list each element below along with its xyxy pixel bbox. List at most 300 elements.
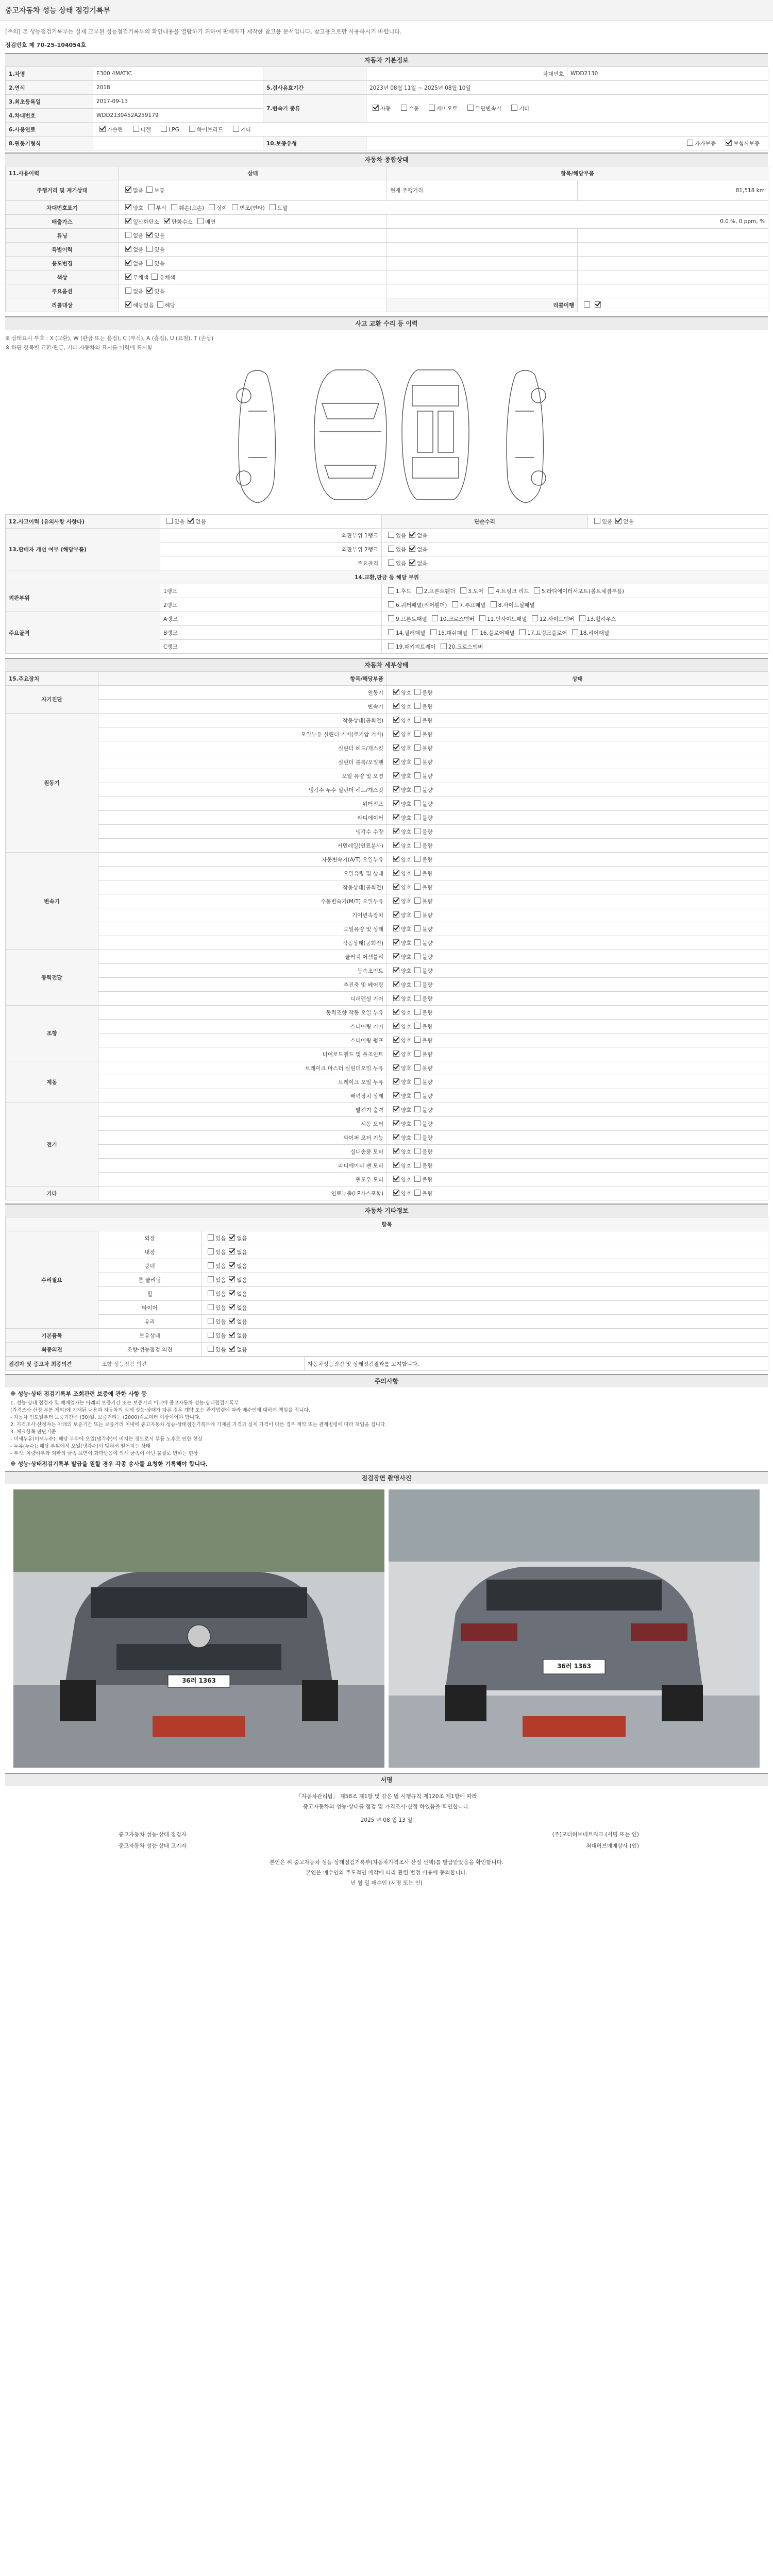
detail-item-state: 양호 불량 [387, 1033, 768, 1047]
table-row [6, 894, 768, 908]
checkbox-icon[interactable] [414, 925, 421, 931]
checkbox-icon[interactable] [393, 856, 399, 862]
header-main: 15.주요장치 [6, 672, 98, 686]
checkbox-icon[interactable] [166, 518, 173, 524]
checkbox-icon[interactable] [429, 105, 435, 111]
checkbox-icon[interactable] [393, 1078, 399, 1084]
checkbox-icon[interactable] [208, 1262, 214, 1268]
checkbox-icon[interactable] [146, 260, 153, 266]
detail-item-label: 추진축 및 베어링 [98, 978, 387, 992]
checkbox-icon[interactable] [209, 204, 215, 210]
section-signature-title: 서명 [5, 1773, 768, 1786]
checkbox-icon[interactable] [393, 772, 399, 778]
value-inspection-period: 2023년 08월 11일 ~ 2025년 08월 10일 [366, 81, 768, 95]
checkbox-icon[interactable] [208, 1248, 214, 1255]
checkbox-icon[interactable] [441, 643, 447, 649]
table-row [6, 853, 768, 867]
checkbox-icon[interactable] [393, 870, 399, 876]
checkbox-icon[interactable] [229, 1290, 235, 1296]
checkbox-icon[interactable] [519, 629, 526, 635]
checkbox-icon[interactable] [232, 204, 238, 210]
checkbox-icon[interactable] [393, 1106, 399, 1112]
table-row [6, 839, 768, 853]
checkbox-icon[interactable] [388, 629, 394, 635]
table-row [6, 1145, 768, 1159]
rank-label: B랭크 [160, 626, 382, 640]
checkbox-icon[interactable] [414, 1190, 421, 1196]
checker-name: (주)모터허브네트워크 (서명 또는 인) [552, 1832, 639, 1838]
section-photo-title: 점검장면 촬영사진 [5, 1471, 768, 1484]
row-value [578, 298, 768, 312]
checkbox-icon[interactable] [414, 786, 421, 792]
table-row [6, 755, 768, 769]
checkbox-icon[interactable] [229, 1318, 235, 1324]
checkbox-icon[interactable] [393, 1176, 399, 1182]
label-vin: 4.차대번호 [6, 109, 93, 123]
table-row [6, 922, 768, 936]
checkbox-icon[interactable] [414, 1148, 421, 1154]
checkbox-icon[interactable] [414, 1176, 421, 1182]
sub-row-label: 외판부위 2랭크 [160, 543, 382, 556]
checkbox-icon[interactable] [401, 105, 407, 111]
caution-notes: ※ 성능·상태 점검기록부 조회관련 보증에 관한 사항 등 1. 성능·상태 점검자 및 매매업자는 아래의 보증기간 또는 보증거리 이내에 중고자동차 성능·상태점검기록부 (가격조사·산정 부분 제외)에 기재된 내용과 자동차의 실제 성능·상태가 다른 경우 계약 또는 관계법령에 따라 매수인에 대하여 책임을 집니다. - 자동차 인도일부터 보증기간은 (30)일, 보증거리는 (2000)킬로미터 이상이어야 합니다. 2. 가격조사·산정자는 아래의 보증기간 또는 보증거리 이내에 중고자동차 성능·상태점검기록부에 기재된 가격과 실제 가격이 다른 경우 계약 또는 관계법령에 따라 책임을 집니다. 3. 체크항목 판단기준 - 미세누유(미세누수): 해당 부위에 오일(냉각수)이 비치는 정도로서 부품 노후로 인한 현상 - 누유(누수): 해당 부위에서 오일(냉각수)이 맺혀서 떨어지는 상태 - 부식: 차량하부와 외판의 금속 표면이 화학반응에 의해 금속이 아닌 물질로 변하는 현상 ※ 성능·상태점검기록부 발급을 원할 경우 각종 송사를 요청한 기록해야 합니다. [10, 1391, 387, 1467]
row-label: 주요옵션 [6, 284, 119, 298]
other-item-state: 있음 없음 [201, 1245, 768, 1259]
checkbox-icon[interactable] [229, 1304, 235, 1310]
detail-item-label: 변속기 [98, 700, 387, 714]
detail-item-label: 동력조향 작동 오일 누유 [98, 1006, 387, 1020]
checkbox-icon[interactable] [393, 1009, 399, 1015]
checkbox-icon[interactable] [393, 981, 399, 987]
checkbox-icon[interactable] [393, 744, 399, 751]
checkbox-icon[interactable] [393, 884, 399, 890]
detail-item-label: 윈도우 모터 [98, 1173, 387, 1187]
checkbox-icon[interactable] [393, 1064, 399, 1071]
checkbox-icon[interactable] [125, 218, 131, 224]
detail-item-state: 양호 불량 [387, 1103, 768, 1117]
checkbox-icon[interactable] [532, 615, 538, 621]
checkbox-icon[interactable] [188, 518, 194, 524]
value-vin2: WDD2130 [567, 67, 768, 81]
detail-item-label: 자동변속기(A/T) 오일누유 [98, 853, 387, 867]
other-group-label: 수리필요 [6, 1231, 98, 1329]
detail-item-label: 브레이크 마스터 실린더오일 누유 [98, 1061, 387, 1075]
row-note [387, 257, 578, 270]
other-item-label: 보유상태 [98, 1329, 201, 1343]
checkbox-icon[interactable] [414, 897, 421, 904]
detail-group-label: 변속기 [6, 853, 98, 950]
detail-item-state: 양호 불량 [387, 714, 768, 727]
row-label: 차대번호표기 [6, 201, 119, 215]
checkbox-icon[interactable] [146, 246, 153, 252]
checkbox-icon[interactable] [572, 629, 578, 635]
checkbox-icon[interactable] [393, 1037, 399, 1043]
checkbox-icon[interactable] [197, 218, 204, 224]
section-repair-title: 사고 교환 수리 등 이력 [5, 316, 768, 330]
detail-item-label: 원동기 [98, 686, 387, 700]
table-row [6, 1187, 768, 1200]
final-opinion-table [5, 1357, 768, 1371]
detail-item-label: 냉각수 누수 실린더 헤드/개스킷 [98, 783, 387, 797]
label-car-name: 1.차명 [6, 67, 93, 81]
frame-label: 주요골격 [6, 612, 160, 654]
rear-plate: 36러 1363 [557, 1663, 591, 1670]
checkbox-icon[interactable] [229, 1276, 235, 1282]
checkbox-icon[interactable] [430, 629, 436, 635]
checkbox-icon[interactable] [432, 615, 438, 621]
checkbox-icon[interactable] [208, 1276, 214, 1282]
checkbox-icon[interactable] [460, 587, 466, 594]
checkbox-icon[interactable] [388, 532, 394, 538]
checkbox-icon[interactable] [393, 1120, 399, 1126]
other-item-label: 외장 [98, 1231, 201, 1245]
checkbox-icon[interactable] [388, 546, 394, 552]
checkbox-icon[interactable] [229, 1248, 235, 1255]
checkbox-icon[interactable] [157, 301, 163, 308]
checkbox-icon[interactable] [393, 911, 399, 918]
checkbox-icon[interactable] [125, 260, 131, 266]
checkbox-icon[interactable] [491, 601, 497, 607]
checkbox-icon[interactable] [125, 246, 131, 252]
checkbox-icon[interactable] [414, 1037, 421, 1043]
checkbox-icon[interactable] [393, 1092, 399, 1098]
checkbox-icon[interactable] [414, 1106, 421, 1112]
checkbox-icon[interactable] [146, 287, 153, 294]
checkbox-icon[interactable] [414, 1162, 421, 1168]
checkbox-icon[interactable] [125, 301, 131, 308]
row-label: 색상 [6, 270, 119, 284]
outer-panel-label: 외판부위 [6, 584, 160, 612]
detail-group-label: 제동 [6, 1061, 98, 1103]
checkbox-icon[interactable] [414, 856, 421, 862]
detail-item-state: 양호 불량 [387, 880, 768, 894]
checkbox-icon[interactable] [414, 744, 421, 751]
checkbox-icon[interactable] [467, 105, 474, 111]
front-photo [13, 1489, 384, 1768]
detail-item-state: 양호 불량 [387, 1159, 768, 1173]
checkbox-icon[interactable] [270, 204, 276, 210]
checkbox-icon[interactable] [511, 105, 517, 111]
rank-label: C랭크 [160, 640, 382, 654]
checkbox-icon[interactable] [99, 126, 106, 132]
checkbox-icon[interactable] [393, 786, 399, 792]
row-opts: 일산화탄소 탄화수소 매연 [119, 215, 387, 229]
checkbox-icon[interactable] [388, 643, 394, 649]
checkbox-icon[interactable] [393, 800, 399, 806]
table-row [6, 686, 768, 700]
detail-item-state: 양호 불량 [387, 1131, 768, 1145]
checkbox-icon[interactable] [414, 967, 421, 973]
checkbox-icon[interactable] [393, 1148, 399, 1154]
detail-item-label: 실내송풍 모터 [98, 1145, 387, 1159]
checkbox-icon[interactable] [161, 126, 167, 132]
detail-item-state: 양호 불량 [387, 1061, 768, 1075]
checkbox-icon[interactable] [414, 731, 421, 737]
checkbox-icon[interactable] [414, 717, 421, 723]
checkbox-icon[interactable] [152, 274, 158, 280]
row-opts: 많음 보통 [119, 180, 387, 201]
checkbox-icon[interactable] [534, 587, 540, 594]
section-basic-title: 자동차 기본정보 [5, 53, 768, 66]
detail-item-state: 양호 불량 [387, 908, 768, 922]
checkbox-icon[interactable] [393, 689, 399, 695]
row-label: 특별이력 [6, 243, 119, 257]
checkbox-icon[interactable] [414, 1092, 421, 1098]
other-item-state: 있음 없음 [201, 1231, 768, 1245]
checkbox-icon[interactable] [414, 1078, 421, 1084]
other-item-state: 있음 없음 [201, 1343, 768, 1357]
label-simple-repair: 단순수리 [382, 515, 588, 529]
checkbox-icon[interactable] [393, 939, 399, 945]
row-opts: 없음 있음 [119, 284, 387, 298]
checkbox-icon[interactable] [229, 1262, 235, 1268]
detail-item-label: 배력장치 상태 [98, 1089, 387, 1103]
detail-item-label: 시동 모터 [98, 1117, 387, 1131]
checkbox-icon[interactable] [414, 995, 421, 1001]
checkbox-icon[interactable] [388, 615, 394, 621]
checkbox-icon[interactable] [414, 758, 421, 765]
checkbox-icon[interactable] [409, 546, 415, 552]
label-engine: 8.원동기형식 [6, 137, 93, 150]
row-note [387, 243, 578, 257]
checkbox-icon[interactable] [125, 287, 131, 294]
checkbox-icon[interactable] [409, 532, 415, 538]
checkbox-icon[interactable] [584, 301, 590, 308]
parts-outer: 1.후드 2.프론트휀더 3.도어 4.트렁크 리드 5.라디에이터서포트(볼트체결부품) [382, 584, 768, 598]
checkbox-icon[interactable] [393, 897, 399, 904]
checkbox-icon[interactable] [472, 629, 478, 635]
checkbox-icon[interactable] [146, 232, 153, 238]
checkbox-icon[interactable] [393, 842, 399, 848]
checkbox-icon[interactable] [125, 204, 131, 210]
checkbox-icon[interactable] [414, 981, 421, 987]
checkbox-icon[interactable] [393, 1190, 399, 1196]
checkbox-icon[interactable] [388, 560, 394, 566]
table-row [6, 867, 768, 880]
checkbox-icon[interactable] [416, 587, 423, 594]
label-warranty: 10.보증유형 [263, 137, 366, 150]
checkbox-icon[interactable] [414, 800, 421, 806]
row-opts: 없음 있음 [119, 243, 387, 257]
row-label: 튜닝 [6, 229, 119, 243]
checkbox-icon[interactable] [414, 1050, 421, 1057]
checkbox-icon[interactable] [229, 1332, 235, 1338]
label-inspection-period: 5.검사유효기간 [263, 81, 366, 95]
checkbox-icon[interactable] [414, 1064, 421, 1071]
label-vin2: 차대번호 [366, 67, 567, 81]
section-general-title: 자동차 종합상태 [5, 152, 768, 166]
detail-item-state: 양호 불량 [387, 839, 768, 853]
checkbox-icon[interactable] [414, 703, 421, 709]
checkbox-icon[interactable] [414, 911, 421, 918]
detail-item-state: 양호 불량 [387, 1075, 768, 1089]
other-item-label: 유리 [98, 1315, 201, 1329]
checkbox-icon[interactable] [393, 1050, 399, 1057]
checkbox-icon[interactable] [414, 870, 421, 876]
table-row [6, 964, 768, 978]
table-row [6, 1301, 768, 1315]
checkbox-icon[interactable] [414, 1009, 421, 1015]
sub-row-opts: 있음 없음 [382, 543, 768, 556]
checkbox-icon[interactable] [208, 1318, 214, 1324]
checkbox-icon[interactable] [133, 126, 139, 132]
detail-item-state: 양호 불량 [387, 811, 768, 825]
table-row [6, 950, 768, 964]
checkbox-icon[interactable] [393, 731, 399, 737]
checkbox-icon[interactable] [189, 126, 195, 132]
checkbox-icon[interactable] [125, 274, 131, 280]
header-state: 상태 [119, 166, 387, 180]
detail-item-label: 작동상태(공회전) [98, 936, 387, 950]
row-opts: 무채색 유채색 [119, 270, 387, 284]
checkbox-icon[interactable] [388, 601, 394, 607]
checkbox-icon[interactable] [414, 1120, 421, 1126]
checkbox-icon[interactable] [414, 953, 421, 959]
checkbox-icon[interactable] [393, 703, 399, 709]
sub-row-label: 외판부위 1랭크 [160, 529, 382, 543]
checkbox-icon[interactable] [414, 884, 421, 890]
checkbox-icon[interactable] [146, 187, 153, 193]
checkbox-icon[interactable] [594, 518, 600, 524]
checkbox-icon[interactable] [414, 1023, 421, 1029]
checkbox-icon[interactable] [393, 953, 399, 959]
table-row [6, 741, 768, 755]
label-fuel: 6.사용연료 [6, 123, 93, 137]
header-item: 항목/해당부품 [98, 672, 387, 686]
repair-legend: ※ 상태표시 부호 : X (교환), W (판금 또는 용접), C (부식), A (흠집), U (요철), T (손상) ※ 하단 항목별 교환·판금, 기타 자동차의 표시를 이력에 표시함 [5, 335, 214, 351]
checkbox-icon[interactable] [414, 939, 421, 945]
checkbox-icon[interactable] [488, 587, 494, 594]
checkbox-icon[interactable] [409, 560, 415, 566]
table-row [6, 880, 768, 894]
checkbox-icon[interactable] [414, 828, 421, 834]
row-value [578, 229, 768, 243]
other-item-state: 있음 없음 [201, 1259, 768, 1273]
checkbox-icon[interactable] [148, 204, 155, 210]
page-title: 중고자동차 성능 상태 점검기록부 [0, 0, 773, 21]
checkbox-icon[interactable] [229, 1346, 235, 1352]
other-item-label: 조향·성능점검 의견 [98, 1343, 201, 1357]
checkbox-icon[interactable] [388, 587, 394, 594]
other-item-state: 있음 없음 [201, 1315, 768, 1329]
checkbox-icon[interactable] [393, 717, 399, 723]
checkbox-icon[interactable] [164, 218, 170, 224]
front-plate: 36러 1363 [182, 1677, 216, 1684]
checkbox-icon[interactable] [233, 126, 239, 132]
sub-row-label: 주요골격 [160, 556, 382, 570]
detail-item-state: 양호 불량 [387, 936, 768, 950]
checkbox-icon[interactable] [414, 1134, 421, 1140]
detail-group-label: 기타 [6, 1187, 98, 1200]
checkbox-icon[interactable] [726, 140, 732, 146]
sign-line4: 본인은 매수인의 주도적인 매각에 따라 관련 법정 비용에 동의합니다. [305, 1870, 468, 1876]
detail-item-state: 양호 불량 [387, 1047, 768, 1061]
checkbox-icon[interactable] [615, 518, 621, 524]
checkbox-icon[interactable] [414, 842, 421, 848]
checkbox-icon[interactable] [171, 204, 177, 210]
other-item-label: 룸 클리닝 [98, 1273, 201, 1287]
checkbox-icon[interactable] [208, 1234, 214, 1241]
checkbox-icon[interactable] [208, 1332, 214, 1338]
detail-item-label: 작동상태(공회전) [98, 714, 387, 727]
checkbox-icon[interactable] [393, 967, 399, 973]
row-opts: 없음 있음 [119, 257, 387, 270]
detail-group-label: 조향 [6, 1006, 98, 1061]
checkbox-icon[interactable] [393, 828, 399, 834]
row-note: 0.0 %, 0 ppm, % [387, 215, 768, 229]
detail-item-state: 양호 불량 [387, 1006, 768, 1020]
table-row [6, 825, 768, 839]
detail-item-state: 양호 불량 [387, 922, 768, 936]
row-note [387, 270, 578, 284]
detail-item-state: 양호 불량 [387, 797, 768, 811]
detail-item-label: 오일유량 및 상태 [98, 867, 387, 880]
checkbox-icon[interactable] [208, 1304, 214, 1310]
sign-line2: 중고자동차의 성능·상태를 점검 및 가격조사·산정 하였음을 확인합니다. [303, 1804, 470, 1810]
value-year: 2018 [93, 81, 263, 95]
checkbox-icon[interactable] [414, 814, 421, 820]
checkbox-icon[interactable] [414, 772, 421, 778]
checkbox-icon[interactable] [125, 232, 131, 238]
checkbox-icon[interactable] [687, 140, 693, 146]
checkbox-icon[interactable] [393, 814, 399, 820]
detail-item-label: 실린더 블록/오일팬 [98, 755, 387, 769]
checkbox-icon[interactable] [393, 925, 399, 931]
row-value [578, 270, 768, 284]
checkbox-icon[interactable] [595, 301, 601, 308]
row-value [578, 284, 768, 298]
table-row [6, 1103, 768, 1117]
detail-item-state: 양호 불량 [387, 1020, 768, 1033]
detail-group-label: 원동기 [6, 714, 98, 853]
checkbox-icon[interactable] [479, 615, 485, 621]
detail-item-label: 브레이크 오일 누유 [98, 1075, 387, 1089]
checkbox-icon[interactable] [125, 187, 131, 193]
detail-item-label: 스티어링 펌프 [98, 1033, 387, 1047]
table-row [6, 1089, 768, 1103]
row-label: 배출가스 [6, 215, 119, 229]
checkbox-icon[interactable] [393, 1023, 399, 1029]
fuel-options: 가솔린 디젤 LPG 하이브리드 기타 [93, 123, 768, 137]
checkbox-icon[interactable] [229, 1234, 235, 1241]
other-item-state: 있음 없음 [201, 1329, 768, 1343]
table-row [6, 1159, 768, 1173]
checkbox-icon[interactable] [452, 601, 458, 607]
detail-item-state: 양호 불량 [387, 783, 768, 797]
other-item-label: 내장 [98, 1245, 201, 1259]
checkbox-icon[interactable] [393, 995, 399, 1001]
checkbox-icon[interactable] [414, 689, 421, 695]
detail-item-state: 양호 불량 [387, 1187, 768, 1200]
checkbox-icon[interactable] [393, 758, 399, 765]
row-opts: 해당없음 해당 [119, 298, 387, 312]
checkbox-icon[interactable] [579, 615, 585, 621]
opinion-value: 자동차성능점검 및 상태점검결과를 고지합니다. [305, 1357, 768, 1371]
table-row [6, 811, 768, 825]
value-simple-repair: 있음 없음 [588, 515, 768, 529]
checkbox-icon[interactable] [208, 1290, 214, 1296]
checkbox-icon[interactable] [373, 105, 379, 111]
opinion-text: 조향·성능점검 의견 [98, 1357, 305, 1371]
other-group-label: 기본품목 [6, 1329, 98, 1343]
checkbox-icon[interactable] [393, 1162, 399, 1168]
warranty-options: 자가보증 보험사보증 [366, 137, 768, 150]
checkbox-icon[interactable] [393, 1134, 399, 1140]
detail-group-label: 전기 [6, 1103, 98, 1187]
rear-photo [389, 1489, 760, 1768]
detail-item-state: 양호 불량 [387, 741, 768, 755]
checkbox-icon[interactable] [208, 1346, 214, 1352]
